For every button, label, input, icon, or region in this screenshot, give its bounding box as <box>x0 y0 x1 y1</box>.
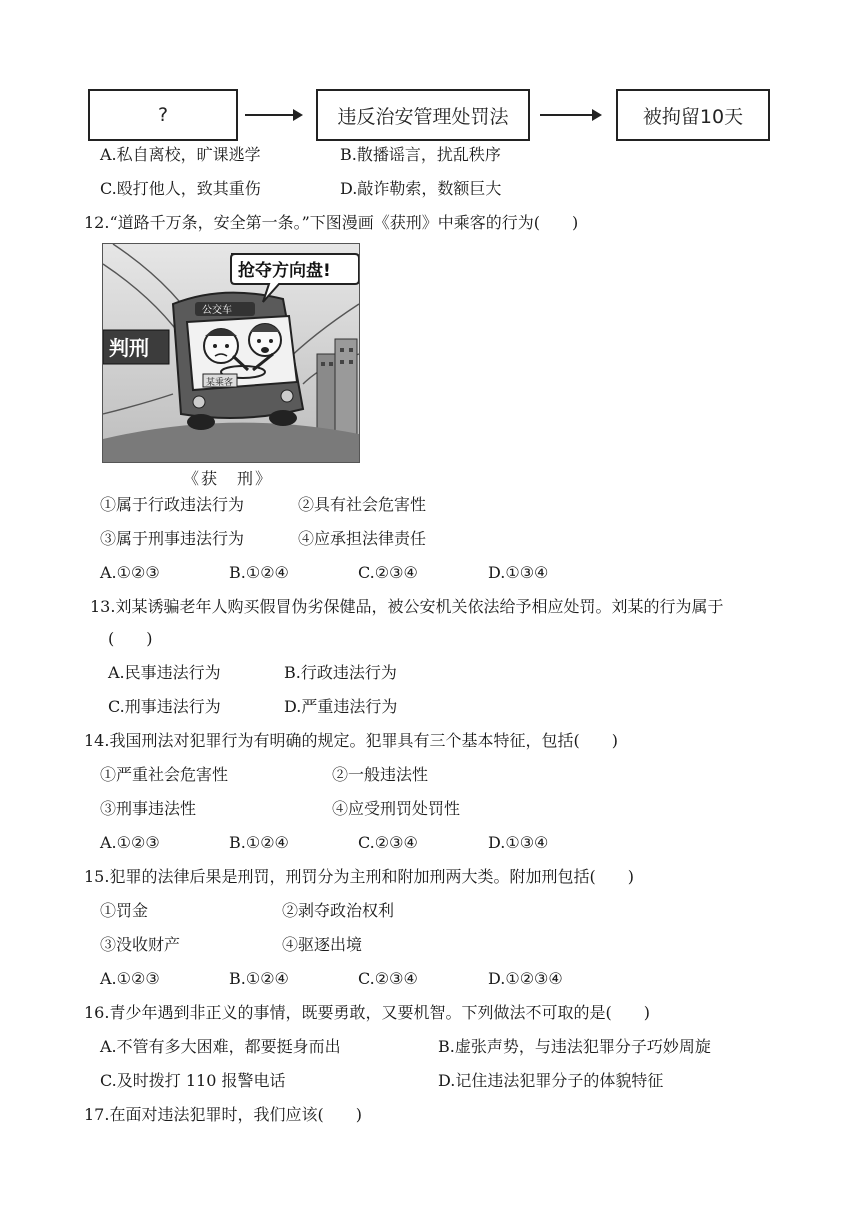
q17-stem: 17.在面对违法犯罪时，我们应该( ) <box>84 1105 362 1124</box>
q14-item-4: ④应受刑罚处罚性 <box>332 799 461 818</box>
q14-item-2: ②一般违法性 <box>332 765 429 784</box>
q15-stem: 15.犯罪的法律后果是刑罚，刑罚分为主刑和附加刑两大类。附加刑包括( ) <box>84 867 634 886</box>
q14-stem: 14.我国刑法对犯罪行为有明确的规定。犯罪具有三个基本特征，包括( ) <box>84 731 618 750</box>
q14-item-1: ①严重社会危害性 <box>100 765 229 784</box>
q13-stem-cont: ( ) <box>108 629 153 648</box>
q14-option-d[interactable]: D.①③④ <box>488 833 549 852</box>
q11-option-d[interactable]: D.敲诈勒索，数额巨大 <box>340 179 502 198</box>
q12-item-2: ②具有社会危害性 <box>298 495 427 514</box>
q14-item-3: ③刑事违法性 <box>100 799 197 818</box>
comic-speech-text: 抢夺方向盘! <box>238 261 331 281</box>
flow-box-unknown <box>88 89 238 141</box>
comic-caption: 《获 刑》 <box>183 469 274 488</box>
comic-plate: 某乘客 <box>206 378 234 388</box>
flow-box-law <box>316 89 530 141</box>
flow-box-detention <box>616 89 770 141</box>
q15-option-c[interactable]: C.②③④ <box>358 969 418 988</box>
flow-box-detention-text: 被拘留10天 <box>642 105 744 128</box>
q12-item-1: ①属于行政违法行为 <box>100 495 245 514</box>
comic-illustration <box>102 243 360 463</box>
q11-option-b[interactable]: B.散播谣言，扰乱秩序 <box>340 145 501 164</box>
q14-option-c[interactable]: C.②③④ <box>358 833 418 852</box>
q15-item-1: ①罚金 <box>100 901 149 920</box>
q12-item-3: ③属于刑事违法行为 <box>100 529 245 548</box>
q15-item-2: ②剥夺政治权利 <box>282 901 395 920</box>
q16-option-c[interactable]: C.及时拨打 110 报警电话 <box>100 1071 286 1090</box>
q12-stem: 12.“道路千万条，安全第一条。”下图漫画《获刑》中乘客的行为( ) <box>84 213 579 232</box>
q16-option-d[interactable]: D.记住违法犯罪分子的体貌特征 <box>438 1071 664 1090</box>
q14-option-a[interactable]: A.①②③ <box>100 833 160 852</box>
flow-arrow-2 <box>540 114 600 116</box>
comic-svg <box>103 244 359 462</box>
q15-option-a[interactable]: A.①②③ <box>100 969 160 988</box>
flow-box-law-text: 违反治安管理处罚法 <box>337 105 509 128</box>
q11-option-c[interactable]: C.殴打他人，致其重伤 <box>100 179 261 198</box>
q14-option-b[interactable]: B.①②④ <box>229 833 289 852</box>
q16-option-b[interactable]: B.虚张声势，与违法犯罪分子巧妙周旋 <box>438 1037 711 1056</box>
q15-item-4: ④驱逐出境 <box>282 935 363 954</box>
q16-stem: 16.青少年遇到非正义的事情，既要勇敢，又要机智。下列做法不可取的是( ) <box>84 1003 650 1022</box>
q12-option-a[interactable]: A.①②③ <box>100 563 160 582</box>
q12-item-4: ④应承担法律责任 <box>298 529 427 548</box>
comic-bus-label: 公交车 <box>202 305 232 316</box>
q13-option-a[interactable]: A.民事违法行为 <box>108 663 221 682</box>
flow-arrow-1 <box>245 114 301 116</box>
q13-option-b[interactable]: B.行政违法行为 <box>284 663 397 682</box>
q13-stem: 13.刘某诱骗老年人购买假冒伪劣保健品，被公安机关依法给予相应处罚。刘某的行为属于 <box>90 597 724 616</box>
q12-option-b[interactable]: B.①②④ <box>229 563 289 582</box>
q13-option-d[interactable]: D.严重违法行为 <box>284 697 398 716</box>
q15-option-d[interactable]: D.①②③④ <box>488 969 563 988</box>
q16-option-a[interactable]: A.不管有多大困难，都要挺身而出 <box>100 1037 341 1056</box>
q15-item-3: ③没收财产 <box>100 935 181 954</box>
comic-sign-text: 判刑 <box>109 336 149 360</box>
q11-option-a[interactable]: A.私自离校，旷课逃学 <box>100 145 261 164</box>
q13-option-c[interactable]: C.刑事违法行为 <box>108 697 221 716</box>
flow-box-unknown-text: ? <box>157 104 169 126</box>
q12-option-d[interactable]: D.①③④ <box>488 563 549 582</box>
q15-option-b[interactable]: B.①②④ <box>229 969 289 988</box>
q12-option-c[interactable]: C.②③④ <box>358 563 418 582</box>
